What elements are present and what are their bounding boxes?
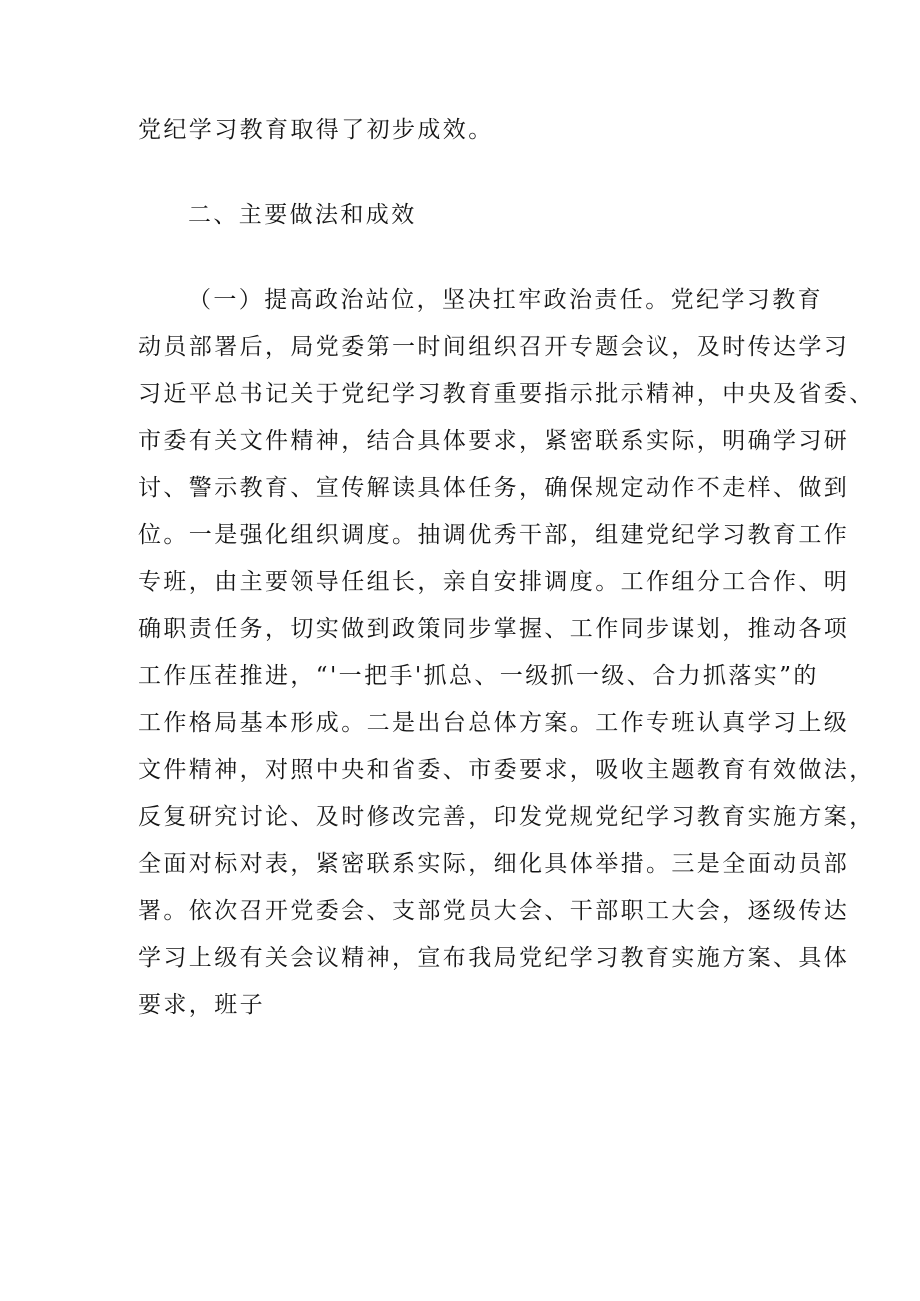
paragraph-line: 动员部署后，局党委第一时间组织召开专题会议，及时传达学习 [138,334,850,360]
paragraph-line: 确职责任务，切实做到政策同步掌握、工作同步谋划，推动各项 [138,616,850,642]
paragraph-line: （一）提高政治站位，坚决扛牢政治责任。党纪学习教育 [188,287,823,313]
paragraph-line: 署。依次召开党委会、支部党员大会、干部职工大会，逐级传达 [138,898,850,924]
paragraph-line: 讨、警示教育、宣传解读具体任务，确保规定动作不走样、做到 [138,475,850,501]
paragraph-line: 位。一是强化组织调度。抽调优秀干部，组建党纪学习教育工作 [138,522,850,548]
paragraph-line: 专班，由主要领导任组长，亲自安排调度。工作组分工合作、明 [138,569,850,595]
paragraph-line: 工作格局基本形成。二是出台总体方案。工作专班认真学习上级 [138,710,850,736]
paragraph-line: 习近平总书记关于党纪学习教育重要指示批示精神，中央及省委、 [138,381,875,407]
paragraph-line: 市委有关文件精神，结合具体要求，紧密联系实际，明确学习研 [138,428,850,454]
paragraph-line: 工作压茬推进，“'一把手'抓总、一级抓一级、合力抓落实”的 [138,663,819,689]
paragraph-line: 全面对标对表，紧密联系实际，细化具体举措。三是全面动员部 [138,851,850,877]
paragraph-line: 学习上级有关会议精神，宣布我局党纪学习教育实施方案、具体 [138,945,850,971]
paragraph-line: 文件精神，对照中央和省委、市委要求，吸收主题教育有效做法， [138,757,875,783]
section-heading: 二、主要做法和成效 [188,202,417,228]
paragraph-line: 要求，班子 [138,992,265,1018]
paragraph-line: 反复研究讨论、及时修改完善，印发党规党纪学习教育实施方案， [138,804,875,830]
continuation-text: 党纪学习教育取得了初步成效。 [138,117,494,143]
